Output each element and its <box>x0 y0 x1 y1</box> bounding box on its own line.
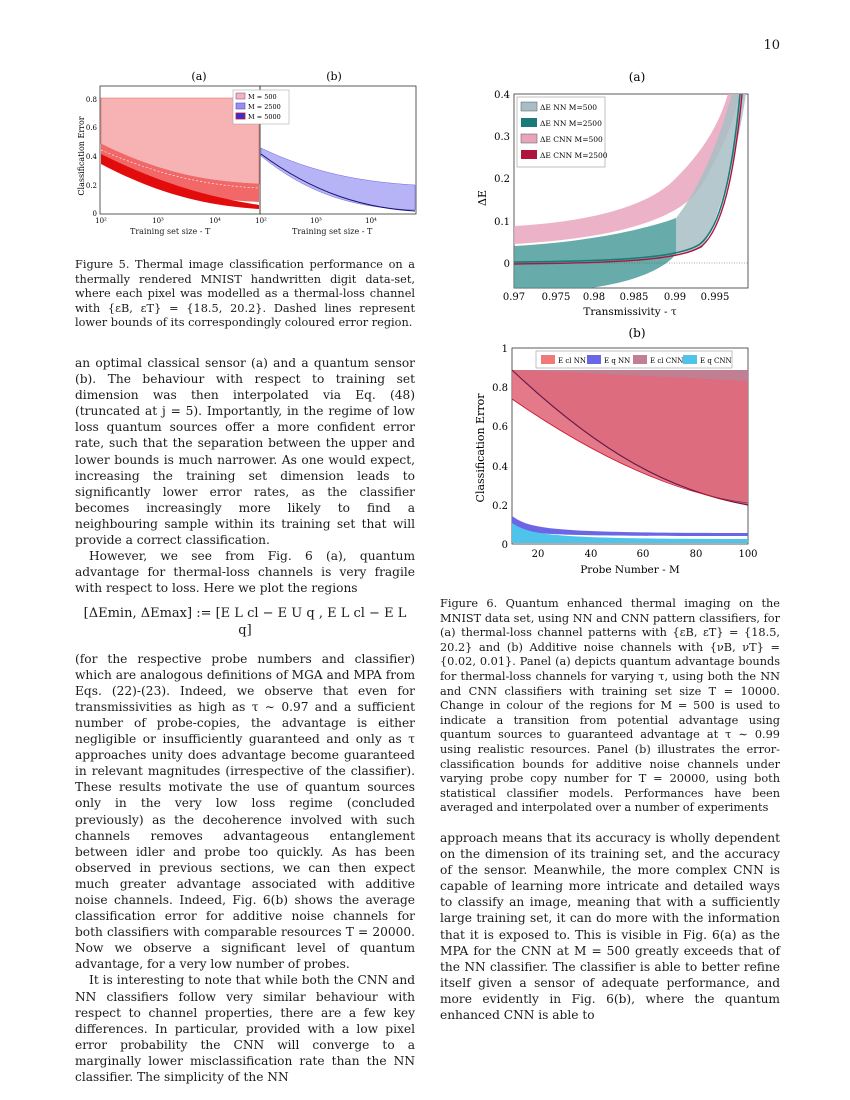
fig6a-ytick: 0.2 <box>494 174 510 185</box>
fig5-panel-a-label: (a) <box>191 70 207 83</box>
fig6b-ylabel: Classification Error <box>474 393 487 503</box>
fig5-xtick: 10⁴ <box>209 217 221 225</box>
fig6b-legend-swatch <box>633 355 647 364</box>
fig6a-xtick: 0.985 <box>619 292 649 303</box>
fig6a-xlabel: Transmissivity - τ <box>583 306 677 318</box>
fig5-panel-b-label: (b) <box>326 70 342 83</box>
fig5-y-axis-label <box>77 116 86 195</box>
fig6b-ytick: 1 <box>501 344 508 355</box>
fig6a-legend-swatch <box>521 118 537 127</box>
fig6b-legend-swatch <box>587 355 601 364</box>
fig6a-panel-label: (a) <box>628 70 646 84</box>
fig5b-region-m500 <box>261 148 415 210</box>
left-paragraph-1: an optimal classical sensor (a) and a quantum sensor (b). The behaviour with respect to training set dimension was then interpolated via Eq. (48) (truncated at j = 5). Importantly, in the regime of low loss quantum sources offer a more confident error rate, such that the separation between the upper and lower bounds is much narrower. As one would expect, increasing the training set dimension leads to significantly lower error rates, as the classifier becomes increasingly more likely to find a neighbouring sample within its training set that will provide a correct classification. <box>75 356 415 548</box>
fig5-ytick: 0 <box>92 210 97 218</box>
fig5a-yticks <box>86 96 98 218</box>
fig6b-ytick: 0.8 <box>492 383 508 394</box>
fig5-ytick: 0.6 <box>85 124 97 132</box>
fig5-legend-label: M = 2500 <box>248 103 281 111</box>
page-number: 10 <box>763 38 780 53</box>
fig6b-ytick: 0 <box>501 540 508 551</box>
left-paragraph-4: It is interesting to note that while both the CNN and NN classifiers follow very similar behaviour with respect to channel properties, there are a few key differences. In particular, provided with a low pixel error probability the CNN will converge to a marginally lower misclassification rate than the NN classifier. The simplicity of the NN <box>75 973 415 1085</box>
fig6a-legend <box>517 97 608 167</box>
fig6a-legend-swatch <box>521 150 537 159</box>
fig5b-regions <box>261 148 415 211</box>
fig6b-xtick: 20 <box>531 549 545 560</box>
fig5b-xticks <box>255 217 377 225</box>
fig6a-xtick: 0.995 <box>700 292 730 303</box>
fig6a-legend-label: ΔE NN M=2500 <box>540 119 602 128</box>
fig6b-xtick: 60 <box>636 549 650 560</box>
figure-6a <box>470 68 760 318</box>
fig6b-legend <box>536 351 732 368</box>
fig5-legend <box>233 90 289 124</box>
fig6a-ytick: 0.3 <box>494 132 510 143</box>
fig6b-legend-label: E q NN <box>604 357 631 365</box>
fig5-legend-swatch-m5000 <box>236 113 245 119</box>
fig5-xtick: 10² <box>255 217 267 225</box>
fig6b-legend-label: E q CNN <box>700 357 732 365</box>
left-paragraph-2: However, we see from Fig. 6 (a), quantum advantage for thermal-loss channels is very fragile with respect to loss. Here we plot the regions <box>75 549 415 596</box>
fig6a-xtick: 0.99 <box>663 292 687 303</box>
figure-6b <box>470 323 760 573</box>
fig5-xlabel-a: Training set size - T <box>130 227 211 236</box>
fig6b-panel-label: (b) <box>628 326 646 340</box>
fig6b-xticks <box>532 549 758 560</box>
fig6a-ytick: 0.4 <box>494 90 510 101</box>
fig5-ytick: 0.8 <box>85 96 97 104</box>
fig5-legend-label: M = 5000 <box>248 113 281 121</box>
fig6a-xtick: 0.975 <box>541 292 571 303</box>
fig5-xlabel-b: Training set size - T <box>292 227 373 236</box>
fig6b-xtick: 40 <box>584 549 598 560</box>
left-column <box>75 355 415 1085</box>
figure-5 <box>75 68 420 228</box>
fig6b-legend-swatch <box>683 355 697 364</box>
fig6a-ylabel: ΔE <box>476 190 489 206</box>
fig5-ytick: 0.2 <box>85 182 97 190</box>
fig5-ytick: 0.4 <box>85 153 97 161</box>
fig6a-legend-swatch <box>521 134 537 143</box>
fig6b-xtick: 80 <box>689 549 703 560</box>
fig6a-legend-label: ΔE NN M=500 <box>540 103 598 112</box>
fig6b-ytick: 0.2 <box>492 501 508 512</box>
fig6b-legend-swatch <box>541 355 555 364</box>
fig6a-xtick: 0.97 <box>502 292 526 303</box>
fig6a-xticks <box>503 292 729 303</box>
fig5-caption: Figure 5. Thermal image classification performance on a thermally rendered MNIST handwritten digit data-set, where each pixel was modelled as a thermal-loss channel with {εB, εT} = {18.5, 20.2}. Dashed lines represent lower bounds of its correspondingly coloured error region. <box>75 258 415 330</box>
fig5-legend-swatch-m500 <box>236 93 245 99</box>
left-paragraph-3: (for the respective probe numbers and classifier) which are analogous definitions of MGA and MPA from Eqs. (22)-(23). Indeed, we observe that even for transmissivities as high as τ ∼ 0.97 and a sufficient number of probe-copies, the advantage is either negligible or insufficiently guaranteed and only as τ approaches unity does advantage become guaranteed in relevant magnitudes (irrespective of the classifier). These results motivate the use of quantum sources only in the very low loss regime (concluded previously) as the decoherence involved with such channels removes advantageous entanglement between idler and probe too quickly. As has been observed in previous sections, we can then expect much greater advantage associated with additive noise channels. Indeed, Fig. 6(b) shows the average classification error for additive noise channels for both classifiers with comparable resources T = 20000. Now we observe a significant level of quantum advantage, for a very low number of probes. <box>75 651 415 972</box>
fig6b-xtick: 100 <box>738 549 758 560</box>
fig6a-ytick: 0.1 <box>494 217 510 228</box>
right-paragraph-1: approach means that its accuracy is wholly dependent on the dimension of its training set, and the accuracy of the sensor. Meanwhile, the more complex CNN is capable of learning more intricate and detailed ways to classify an image, meaning that with a sufficiently large training set, it can do more with the information that it is exposed to. This is visible in Fig. 6(a) as the MPA for the CNN at M = 500 greatly exceeds that of the NN classifier. The classifier is able to better refine itself given a sensor of adequate performance, and more evidently in Fig. 6(b), where the quantum enhanced CNN is able to <box>440 831 780 1023</box>
fig6a-yticks <box>494 90 510 270</box>
fig6a-legend-label: ΔE CNN M=500 <box>540 135 603 144</box>
fig5-xtick: 10² <box>95 217 107 225</box>
fig6b-legend-label: E cl CNN <box>650 357 684 365</box>
fig6a-xtick: 0.98 <box>582 292 606 303</box>
fig5-legend-label: M = 500 <box>248 93 277 101</box>
fig6a-ytick: 0 <box>503 259 510 270</box>
fig5-ylabel: Classification Error <box>77 116 86 196</box>
fig5a-xticks <box>95 217 221 225</box>
right-column <box>440 830 780 1023</box>
fig5-xtick: 10⁴ <box>365 217 377 225</box>
fig6-caption: Figure 6. Quantum enhanced thermal imaging on the MNIST data set, using NN and CNN pattern classifiers, for (a) thermal-loss channel patterns with {εB, εT} = {18.5, 20.2} and (b) Additive noise channels with {νB, νT} = {0.02, 0.01}. Panel (a) depicts quantum advantage bounds for thermal-loss channels for varying τ, using both the NN and CNN classifiers with training set size T = 10000. Change in colour of the regions for M = 500 is used to indicate a transition from potential advantage using quantum sources to guaranteed advantage at τ ∼ 0.99 using realistic resources. Panel (b) illustrates the error-classification bounds for additive noise channels under varying probe copy number for T = 20000, using both statistical classifier models. Performances have been averaged and interpolated over a number of experiments <box>440 597 780 815</box>
equation-delta-e: [ΔEmin, ΔEmax] := [E L cl − E U q , E L cl − E L q] <box>83 606 407 638</box>
fig5-xtick: 10³ <box>310 217 322 225</box>
fig6b-ytick: 0.6 <box>492 422 508 433</box>
fig5-legend-swatch-m2500 <box>236 103 245 109</box>
fig6b-legend-label: E cl NN <box>558 357 586 365</box>
fig6b-xlabel: Probe Number - M <box>580 564 680 573</box>
fig6a-legend-label: ΔE CNN M=2500 <box>540 151 608 160</box>
fig6b-yticks <box>492 344 508 551</box>
fig5-xtick: 10³ <box>152 217 164 225</box>
fig6b-ytick: 0.4 <box>492 462 508 473</box>
fig6a-legend-swatch <box>521 102 537 111</box>
